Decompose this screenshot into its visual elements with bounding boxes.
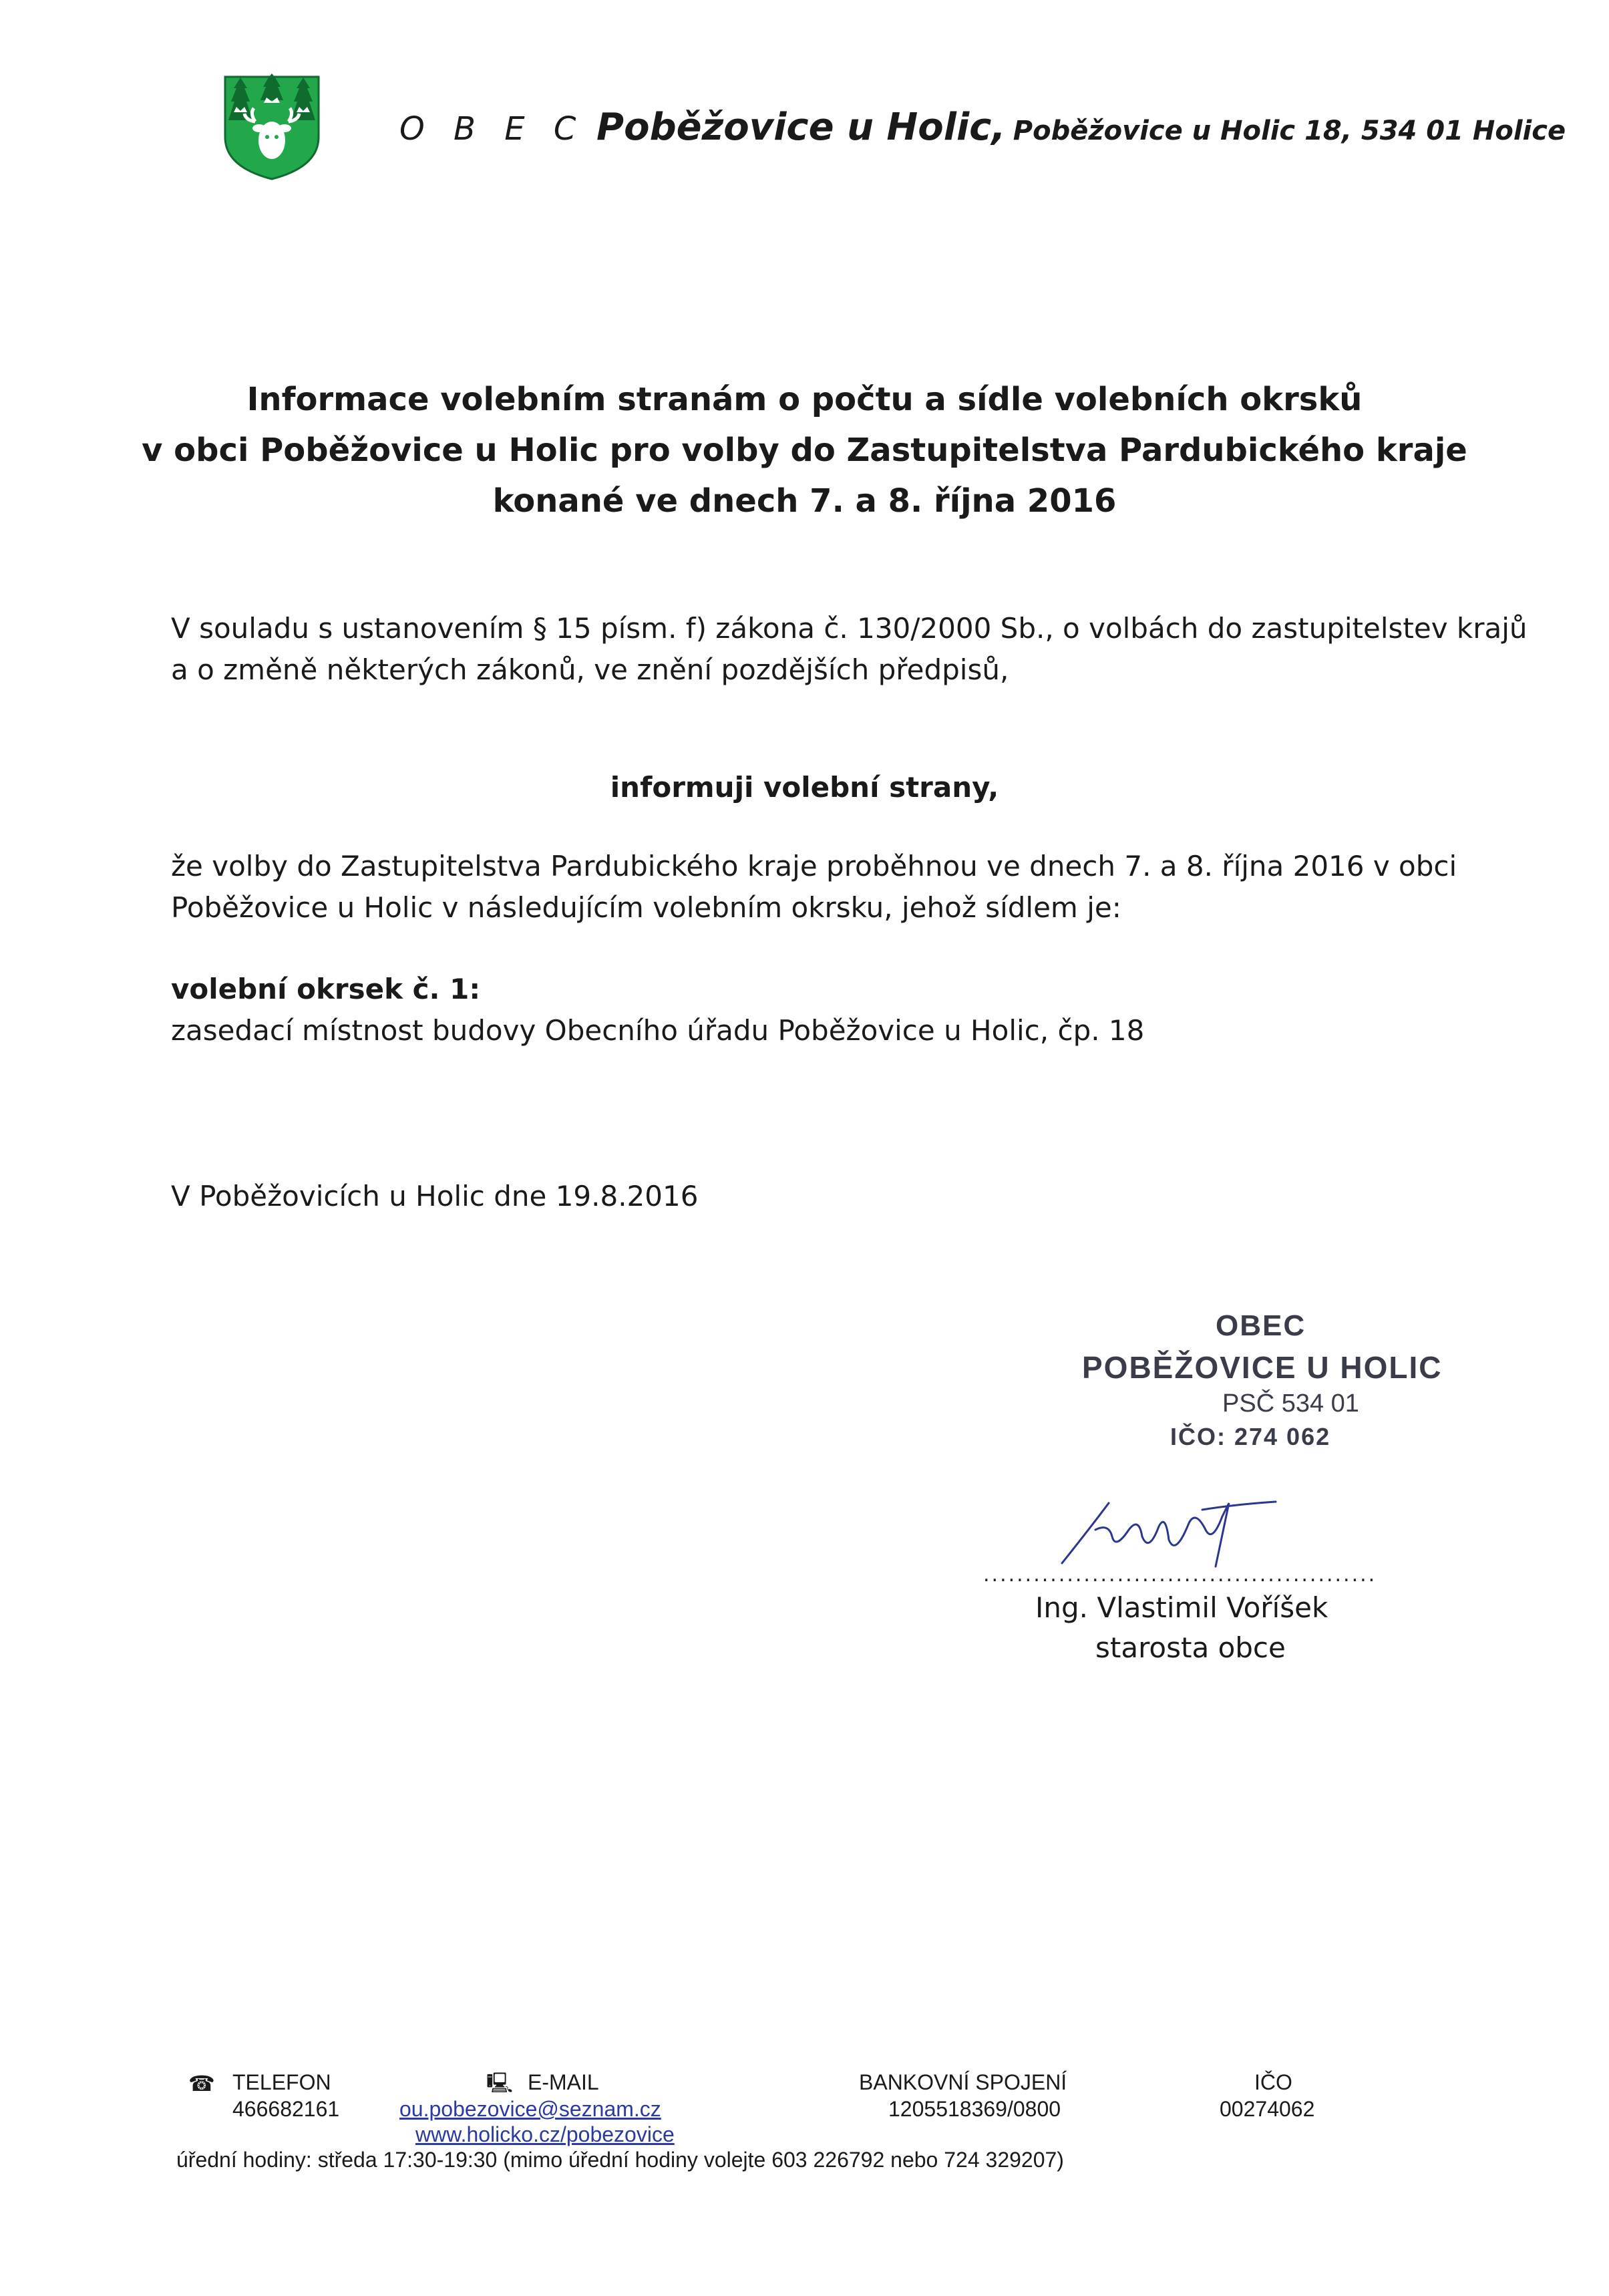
computer-icon: 🖳: [486, 2072, 514, 2094]
email-link[interactable]: ou.pobezovice@seznam.cz: [399, 2097, 661, 2121]
org-name: Poběžovice u Holic,: [596, 106, 1006, 149]
email-label: E-MAIL: [528, 2070, 599, 2094]
deer-crest-icon: [222, 73, 322, 182]
signature-line: ...............................................: [983, 1563, 1377, 1587]
ico-value: 00274062: [1220, 2097, 1315, 2121]
ico-label: IČO: [1254, 2070, 1292, 2094]
title-line-2: v obci Poběžovice u Holic pro volby do Zastupitelstva Pardubického kraje: [142, 432, 1467, 469]
elections-line-2: Poběžovice u Holic v následujícím volebním okrsku, jehož sídlem je:: [171, 891, 1121, 924]
org-address: Poběžovice u Holic 18, 534 01 Holice: [1013, 116, 1566, 146]
phone-label: TELEFON: [232, 2070, 331, 2094]
intro-line-1: V souladu s ustanovením § 15 písm. f) zákona č. 130/2000 Sb., o volbách do zastupitelstev krajů: [171, 612, 1528, 645]
bank-account: 1205518369/0800: [888, 2097, 1061, 2121]
stamp-line-1: OBEC: [1216, 1309, 1306, 1342]
organization-header: [399, 106, 1566, 149]
org-type: O B E C: [399, 110, 586, 148]
district-location: zasedací místnost budovy Obecního úřadu Poběžovice u Holic, čp. 18: [171, 1014, 1145, 1047]
title-line-1: Informace volebním stranám o počtu a sídle volebních okrsků: [246, 381, 1363, 418]
place-and-date: V Poběžovicích u Holic dne 19.8.2016: [171, 1180, 699, 1212]
stamp-line-3: PSČ 534 01: [1222, 1389, 1359, 1418]
intro-line-2: a o změně některých zákonů, ve znění pozdějších předpisů,: [171, 653, 1009, 686]
district-heading: volební okrsek č. 1:: [171, 973, 481, 1005]
office-hours: úřední hodiny: středa 17:30-19:30 (mimo úřední hodiny volejte 603 226792 nebo 724 329207): [176, 2148, 1064, 2172]
stamp-line-2: POBĚŽOVICE U HOLIC: [1082, 1350, 1443, 1385]
title-line-3: konané ve dnech 7. a 8. října 2016: [492, 482, 1117, 520]
phone-number[interactable]: 466682161: [232, 2097, 340, 2121]
inform-statement: informuji volební strany,: [610, 771, 999, 804]
intro-paragraph: [171, 608, 1528, 691]
website-link[interactable]: www.holicko.cz/pobezovice: [415, 2122, 675, 2146]
stamp-line-4: IČO: 274 062: [1170, 1423, 1331, 1450]
elections-paragraph: [171, 846, 1457, 929]
signer-role: starosta obce: [1095, 1631, 1286, 1664]
phone-icon: ☎: [188, 2072, 215, 2096]
bank-label: BANKOVNÍ SPOJENÍ: [859, 2070, 1067, 2094]
document-title: [0, 374, 1609, 526]
elections-line-1: že volby do Zastupitelstva Pardubického kraje proběhnou ve dnech 7. a 8. října 2016 v obci: [171, 850, 1457, 882]
signer-name: Ing. Vlastimil Voříšek: [1035, 1591, 1328, 1624]
